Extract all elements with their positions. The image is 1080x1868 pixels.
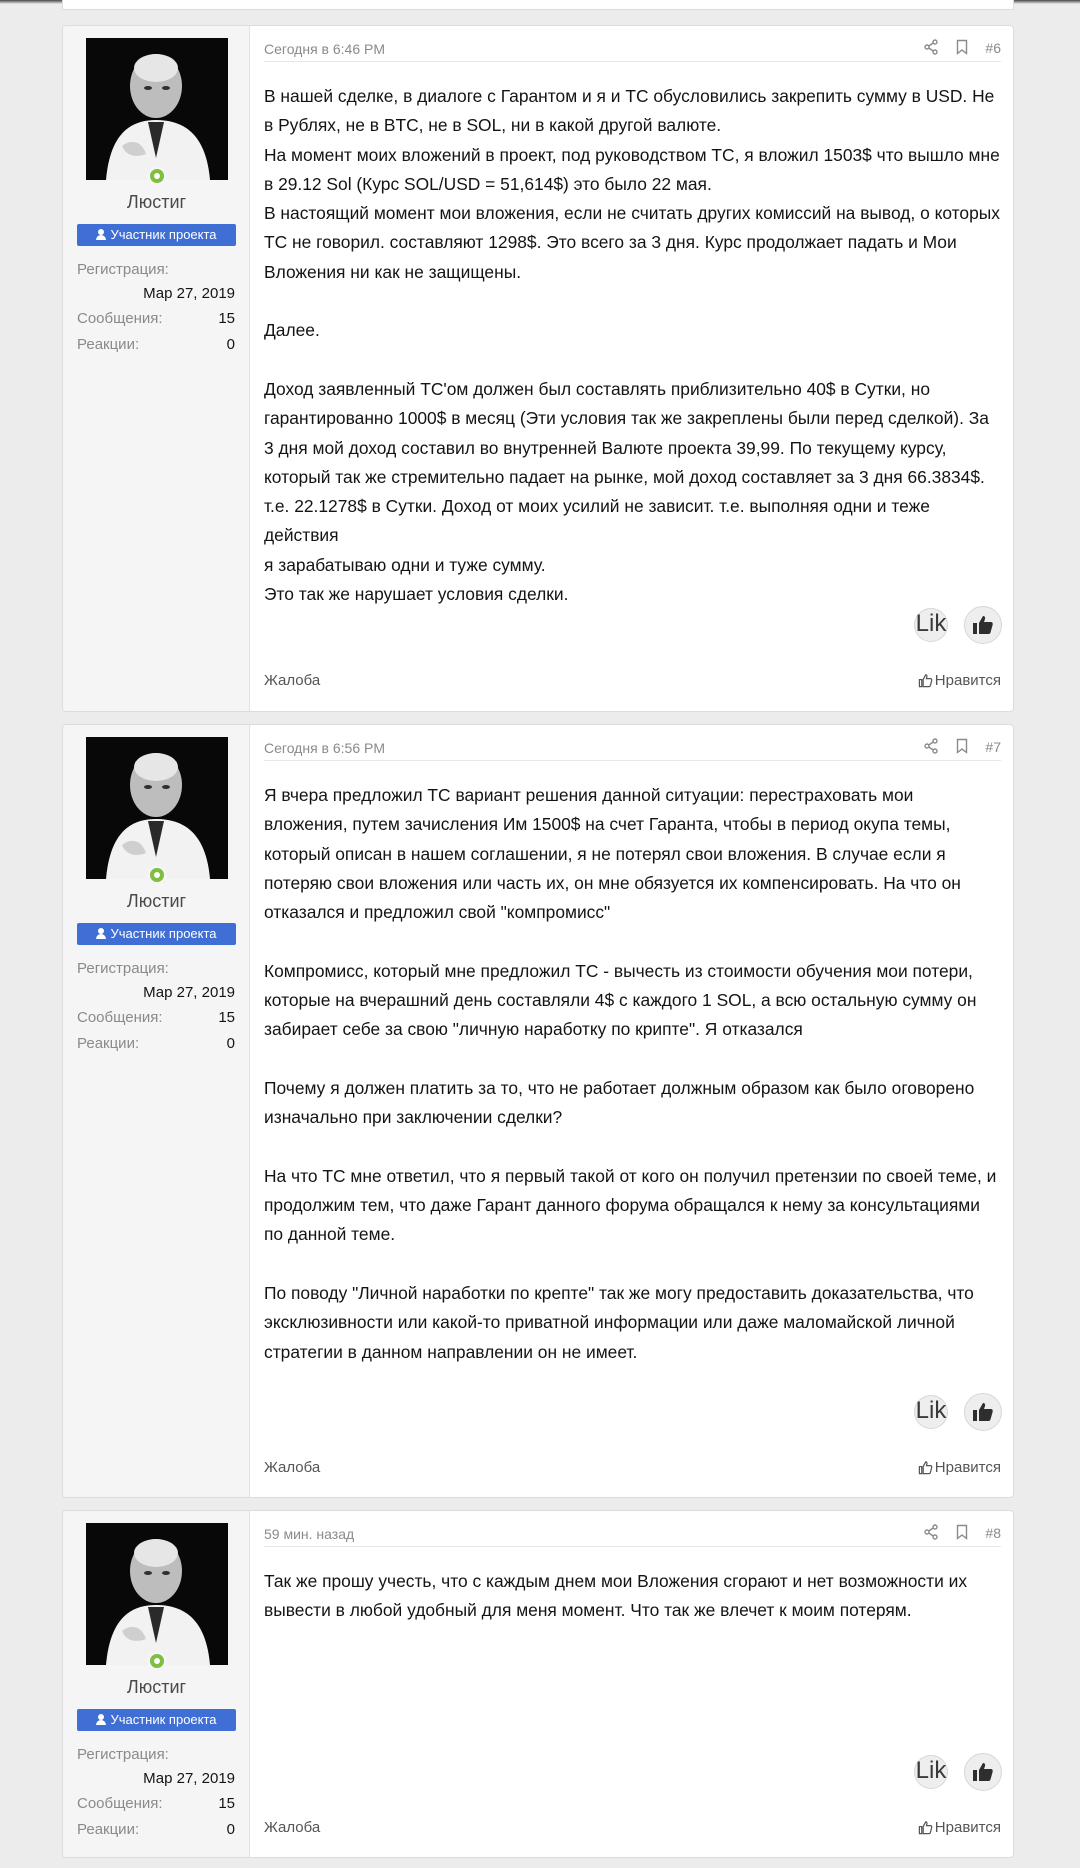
- post-actions: [908, 38, 1001, 56]
- paragraph: На что ТС мне ответил, что я первый такой от кого он получил претензии по своей теме, и продолжим тем, что даже Гарант данного форума обращался к нему за консультациями по данной теме.: [264, 1165, 997, 1245]
- reaction-text: Lik: [915, 610, 947, 637]
- paragraph-gap: [264, 1045, 1001, 1074]
- post-actions: [908, 737, 1001, 755]
- previous-post-edge: [62, 0, 1014, 10]
- post-number[interactable]: #8: [985, 1525, 1001, 1541]
- like-button[interactable]: [918, 1459, 1001, 1476]
- share-icon[interactable]: [923, 1524, 939, 1540]
- person-icon: [96, 928, 106, 939]
- role-label: Участник проекта: [110, 1712, 217, 1727]
- thumbs-up-icon: [918, 1820, 933, 1835]
- like-button[interactable]: [918, 672, 1001, 689]
- post-body: [264, 781, 1001, 1367]
- avatar[interactable]: [86, 737, 228, 879]
- avatar[interactable]: [86, 38, 228, 180]
- person-icon: [96, 1714, 106, 1725]
- share-icon[interactable]: [923, 39, 939, 55]
- like-button[interactable]: [918, 1819, 1001, 1836]
- paragraph-gap: [264, 1250, 1001, 1279]
- avatar-image: [86, 737, 228, 879]
- avatar-image: [86, 38, 228, 180]
- reaction-text: Lik: [915, 1397, 947, 1424]
- online-status-icon: [147, 865, 167, 885]
- person-icon: [96, 229, 106, 240]
- username[interactable]: Люстиг: [126, 891, 187, 911]
- thumbs-up-icon[interactable]: [964, 606, 1002, 644]
- reactions-label: Реакции:: [77, 1821, 140, 1838]
- post-actions: [908, 1523, 1001, 1541]
- messages-count[interactable]: 15: [218, 310, 235, 327]
- post-date[interactable]: 59 мин. назад: [264, 1526, 355, 1542]
- like-label: Нравится: [934, 672, 1001, 689]
- thumbs-up-icon[interactable]: [964, 1393, 1002, 1431]
- post-user-panel: [63, 1511, 250, 1857]
- reactions-count: 0: [226, 1035, 235, 1052]
- reactions-count: 0: [226, 1821, 235, 1838]
- username[interactable]: Люстиг: [126, 192, 187, 212]
- thumbs-up-icon: [918, 1460, 933, 1475]
- paragraph-gap: [264, 287, 1001, 316]
- messages-label: Сообщения:: [77, 310, 163, 327]
- avatar[interactable]: [86, 1523, 228, 1665]
- report-link[interactable]: Жалоба: [264, 672, 321, 689]
- registration-date: Мар 27, 2019: [143, 984, 235, 1001]
- reactions-count: 0: [226, 336, 235, 353]
- post-7: [62, 724, 1014, 1498]
- post-date[interactable]: Сегодня в 6:46 PM: [264, 41, 386, 57]
- paragraph: Я вчера предложил ТС вариант решения данной ситуации: перестраховать мои вложения, путем зачисления Им 1500$ на счет Гаранта, чтобы в период окупа темы, который описан в нашем соглашении, я не потерял свои вложения. В случае если я потеряю свои вложения или часть их, он мне обязуется их компенсировать. На что он отказался и предложил свой "компромисс": [264, 785, 961, 923]
- post-meta: [264, 1523, 1001, 1547]
- post-meta: [264, 38, 1001, 62]
- role-badge: [77, 923, 236, 945]
- bookmark-icon[interactable]: [954, 1524, 970, 1540]
- post-user-panel: [63, 26, 250, 711]
- like-label: Нравится: [934, 1459, 1001, 1476]
- paragraph: Почему я должен платить за то, что не работает должным образом как было оговорено изначально при заключении сделки?: [264, 1077, 975, 1128]
- paragraph-gap: [264, 346, 1001, 375]
- paragraph: я зарабатываю одни и туже сумму.: [264, 554, 546, 575]
- like-label: Нравится: [934, 1819, 1001, 1836]
- post-8: [62, 1510, 1014, 1858]
- post-number[interactable]: #6: [985, 40, 1001, 56]
- role-badge: [77, 224, 236, 246]
- role-label: Участник проекта: [110, 926, 217, 941]
- role-badge: [77, 1709, 236, 1731]
- registration-label: Регистрация:: [77, 960, 169, 977]
- paragraph: На момент моих вложений в проект, под руководством ТС, я вложил 1503$ что вышло мне в 29.12 Sol (Курс SOL/USD = 51,614$) это было 22 мая.: [264, 144, 1000, 194]
- thumbs-up-icon[interactable]: [964, 1753, 1002, 1791]
- paragraph: По поводу "Личной наработки по крепте" так же могу предоставить доказательства, что эксклюзивности или какой-то приватной информации или даже маломайской личной стратегии в данном направлении он не имеет.: [264, 1283, 974, 1362]
- bookmark-icon[interactable]: [954, 39, 970, 55]
- bookmark-icon[interactable]: [954, 738, 970, 754]
- paragraph: Так же прошу учесть, что с каждым днем мои Вложения сгорают и нет возможности их вывести в любой удобный для меня момент. Что так же влечет к моим потерям.: [264, 1571, 968, 1621]
- thumbs-up-icon: [918, 673, 933, 688]
- report-link[interactable]: Жалоба: [264, 1459, 321, 1476]
- post-body: [264, 1567, 1001, 1626]
- post-6: [62, 25, 1014, 712]
- paragraph: В настоящий момент мои вложения, если не считать других комиссий на вывод, о которых ТС не говорил. составляют 1298$. Это всего за 3 дня. Курс продолжает падать и Мои Вложения ни как не защищены.: [264, 203, 1000, 282]
- paragraph: Компромисс, который мне предложил ТС - вычесть из стоимости обучения мои потери, которые на вчерашний день составляли 4$ с каждого 1 SOL, а всю остальную сумму он забирает себе за свою "личную наработку по крипте". Я отказался: [264, 960, 977, 1040]
- messages-label: Сообщения:: [77, 1009, 163, 1026]
- registration-label: Регистрация:: [77, 261, 169, 278]
- online-status-icon: [147, 1651, 167, 1671]
- post-body: [264, 82, 1001, 609]
- post-number[interactable]: #7: [985, 739, 1001, 755]
- post-main: [250, 1511, 1013, 1857]
- post-meta: [264, 737, 1001, 761]
- share-icon[interactable]: [923, 738, 939, 754]
- role-label: Участник проекта: [110, 227, 217, 242]
- messages-count[interactable]: 15: [218, 1009, 235, 1026]
- registration-date: Мар 27, 2019: [143, 285, 235, 302]
- post-main: [250, 26, 1013, 711]
- report-link[interactable]: Жалоба: [264, 1819, 321, 1836]
- registration-date: Мар 27, 2019: [143, 1770, 235, 1787]
- avatar-image: [86, 1523, 228, 1665]
- reaction-text: Lik: [915, 1757, 947, 1784]
- registration-label: Регистрация:: [77, 1746, 169, 1763]
- reactions-label: Реакции:: [77, 336, 140, 353]
- paragraph: В нашей сделке, в диалоге с Гарантом и я и ТС обусловились закрепить сумму в USD. Не в Рублях, не в BTC, не в SOL, ни в какой другой валюте.: [264, 86, 995, 136]
- online-status-icon: [147, 166, 167, 186]
- paragraph: Доход заявленный ТС'ом должен был составлять приблизительно 40$ в Сутки, но гарантированно 1000$ в месяц (Эти условия так же закреплены были перед сделкой). За 3 дня мой доход составил во внутренней Валюте проекта 39,99. По текущему курсу, который так же стремительно падает на рынке, мой доход составляет за 3 дня 66.3834$. т.е. 22.1278$ в Сутки. Доход от моих усилий не зависит. т.е. выполняя одни и теже действия: [264, 378, 989, 546]
- username[interactable]: Люстиг: [126, 1677, 187, 1697]
- paragraph-gap: [264, 1133, 1001, 1162]
- post-date[interactable]: Сегодня в 6:56 PM: [264, 740, 386, 756]
- messages-count[interactable]: 15: [218, 1795, 235, 1812]
- post-user-panel: [63, 725, 250, 1497]
- paragraph-gap: [264, 927, 1001, 956]
- paragraph: Это так же нарушает условия сделки.: [264, 584, 569, 605]
- paragraph: Далее.: [264, 320, 320, 341]
- reactions-label: Реакции:: [77, 1035, 140, 1052]
- messages-label: Сообщения:: [77, 1795, 163, 1812]
- post-main: [250, 725, 1013, 1497]
